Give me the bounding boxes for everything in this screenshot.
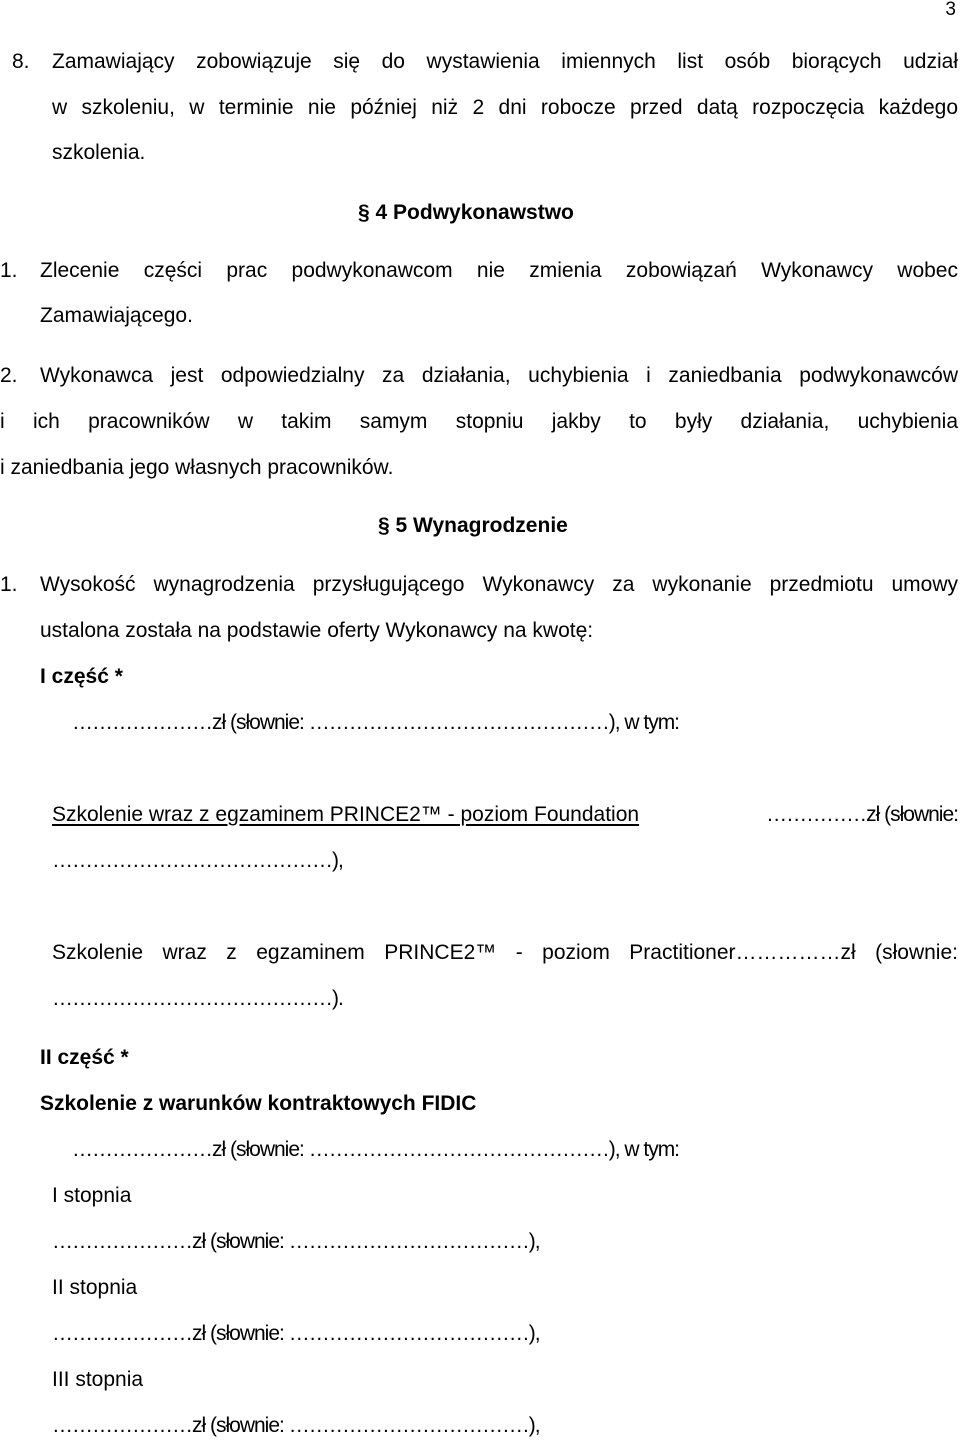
section-4-paragraph-1-line-1: Zlecenie części prac podwykonawcom nie zmienia zobowiązań Wykonawcy wobec — [40, 259, 958, 282]
part-2-amount-line: …………………zł (słownie: ………………………………………), w tym: — [72, 1138, 680, 1161]
section-5-heading: § 5 Wynagrodzenie — [378, 514, 568, 537]
part-1-item-practitioner-words: ……………………………………). — [52, 987, 343, 1010]
part-2-label: II część * — [40, 1046, 129, 1069]
section-4-paragraph-2-line-2: i ich pracowników w takim samym stopniu jakby to były działania, uchybienia — [0, 410, 958, 433]
section-4-paragraph-1-line-2: Zamawiającego. — [40, 304, 193, 327]
section-4-paragraph-1-number: 1. — [0, 259, 18, 282]
paragraph-8-line-1: Zamawiający zobowiązuje się do wystawienia imiennych list osób biorących udział — [52, 50, 958, 73]
part-1-label: I część * — [40, 665, 123, 688]
section-4-heading: § 4 Podwykonawstwo — [358, 201, 574, 224]
paragraph-8-number: 8. — [12, 50, 30, 73]
section-4-paragraph-2-line-3: i zaniedbania jego własnych pracowników. — [0, 456, 394, 479]
part-1-amount-line: …………………zł (słownie: ………………………………………), w tym: — [72, 711, 680, 734]
paragraph-8-line-3: szkolenia. — [52, 141, 146, 164]
part-2-level-2-label: II stopnia — [52, 1276, 138, 1299]
section-5-paragraph-1-line-1: Wysokość wynagrodzenia przysługującego Wykonawcy za wykonanie przedmiotu umowy — [40, 573, 958, 596]
section-4-paragraph-2-line-1: Wykonawca jest odpowiedzialny za działania, uchybienia i zaniedbania podwykonawców — [40, 364, 958, 387]
part-1-item-foundation — [52, 801, 958, 829]
part-2-level-1-amount: …………………zł (słownie: ………………………………), — [52, 1230, 540, 1253]
part-1-item-foundation-amount: ……………zł (słownie: — [766, 803, 958, 826]
part-2-level-3-amount: …………………zł (słownie: ………………………………), — [52, 1414, 540, 1437]
part-1-item-practitioner: Szkolenie wraz z egzaminem PRINCE2™ - poziom Practitioner……………zł (słownie: — [52, 941, 958, 964]
section-5-paragraph-1-number: 1. — [0, 573, 18, 596]
section-4-paragraph-2-number: 2. — [0, 364, 18, 387]
page-number: 3 — [945, 0, 956, 20]
part-1-item-foundation-name: Szkolenie wraz z egzaminem PRINCE2™ - poziom Foundation — [52, 803, 640, 826]
part-2-level-1-label: I stopnia — [52, 1184, 132, 1207]
part-2-level-2-amount: …………………zł (słownie: ………………………………), — [52, 1322, 540, 1345]
paragraph-8-line-2: w szkoleniu, w terminie nie później niż 2 dni robocze przed datą rozpoczęcia każdego — [52, 96, 958, 119]
part-2-level-3-label: III stopnia — [52, 1368, 144, 1391]
part-2-title: Szkolenie z warunków kontraktowych FIDIC — [40, 1092, 477, 1115]
part-1-item-foundation-words: ……………………………………), — [52, 849, 343, 872]
section-5-paragraph-1-line-2: ustalona została na podstawie oferty Wykonawcy na kwotę: — [40, 619, 594, 642]
